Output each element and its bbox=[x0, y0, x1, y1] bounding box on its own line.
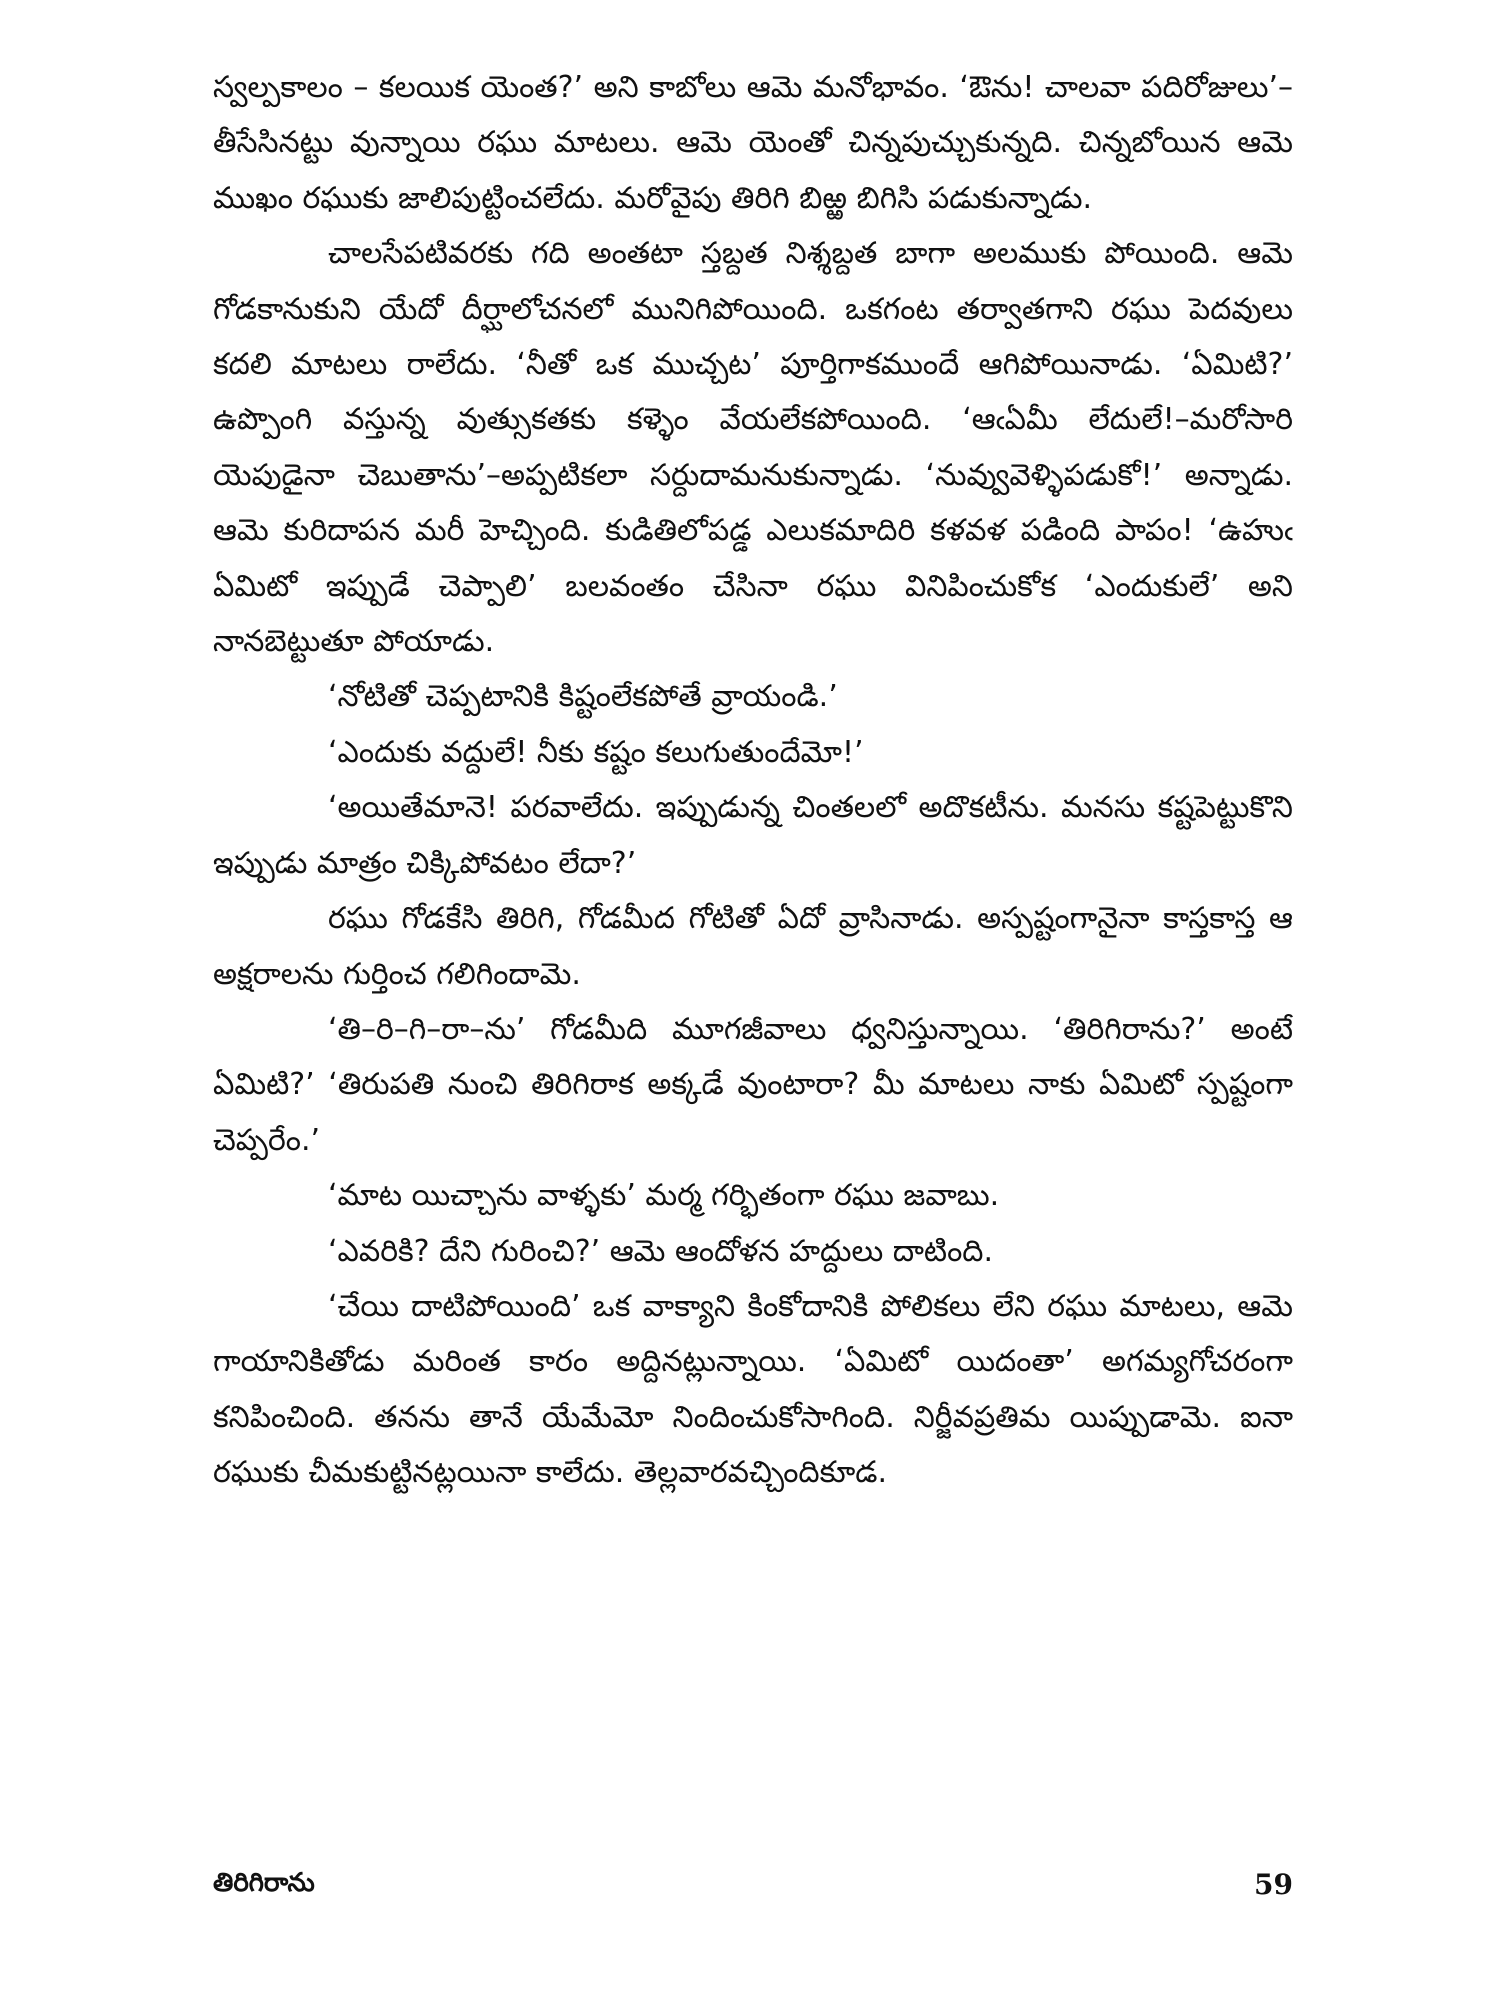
page-footer bbox=[213, 1868, 1293, 1918]
body-text bbox=[213, 60, 1293, 1501]
paragraph-1: స్వల్పకాలం – కలయిక యెంత?’ అని కాబోలు ఆమె మనోభావం. ‘ఔను! చాలవా పదిరోజులు’–తీసేసినట్టు వున్నాయి రఘు మాటలు. ఆమె యెంతో చిన్నపుచ్చుకున్నది. చిన్నబోయిన ఆమె ముఖం రఘుకు జాలిపుట్టించలేదు. మరోవైపు తిరిగి బిఱ్ఱ బిగిసి పడుకున్నాడు. bbox=[213, 70, 1293, 216]
paragraph-7: ‘తి–రి–గి–రా–ను’ గోడమీది మూగజీవాలు ధ్వనిస్తున్నాయి. ‘తిరిగిరాను?’ అంటే ఏమిటి?’ ‘తిరుపతి నుంచి తిరిగిరాక అక్కడే వుంటారా? మీ మాటలు నాకు ఏమిటో స్పష్టంగా చెప్పరేం.’ bbox=[213, 1011, 1293, 1158]
paragraph-9: ‘ఎవరికి? దేని గురించి?’ ఆమె ఆందోళన హద్దులు దాటింది. bbox=[328, 1233, 994, 1269]
paragraph-10: ‘చేయి దాటిపోయింది’ ఒక వాక్యాని కింకోదానికి పోలికలు లేని రఘు మాటలు, ఆమె గాయానికితోడు మరింత కారం అద్దినట్లున్నాయి. ‘ఏమిటో యిదంతా’ అగమ్యగోచరంగా కనిపించింది. తనను తానే యేమేమో నిందించుకోసాగింది. నిర్జీవప్రతిమ యిప్పుడామె. ఐనా రఘుకు చీమకుట్టినట్లయినా కాలేదు. తెల్లవారవచ్చిందికూడ. bbox=[213, 1288, 1293, 1491]
book-page bbox=[213, 60, 1293, 1920]
running-title: తిరిగిరాను bbox=[213, 1868, 315, 1898]
paragraph-5: ‘అయితేమానె! పరవాలేదు. ఇప్పుడున్న చింతలలో అదొకటీను. మనసు కష్టపెట్టుకొని ఇప్పుడు మాత్రం చిక్కిపోవటం లేదా?’ bbox=[213, 790, 1293, 881]
paragraph-3: ‘నోటితో చెప్పటానికి కిష్టంలేకపోతే వ్రాయండి.’ bbox=[328, 679, 838, 715]
paragraph-4: ‘ఎందుకు వద్దులే! నీకు కష్టం కలుగుతుందేమో!’ bbox=[328, 734, 864, 770]
paragraph-2: చాలసేపటివరకు గది అంతటా స్తబ్దత నిశ్శబ్దత బాగా అలముకు పోయింది. ఆమె గోడకానుకుని యేదో దీర్ఘాలోచనలో మునిగిపోయింది. ఒకగంట తర్వాతగాని రఘు పెదవులు కదలి మాటలు రాలేదు. ‘నీతో ఒక ముచ్చట’ పూర్తిగాకముందే ఆగిపోయినాడు. ‘ఏమిటి?’ ఉప్పొంగి వస్తున్న వుత్సుకతకు కళ్ళెం వేయలేకపోయింది. ‘ఆఁఏమీ లేదులే!–మరోసారి యెపుడైనా చెబుతాను’–అప్పటికలా సర్దుదామనుకున్నాడు. ‘నువ్వువెళ్ళిపడుకో!’ అన్నాడు. ఆమె కురిదాపన మరీ హెచ్చింది. కుడితిలోపడ్డ ఎలుకమాదిరి కళవళ పడింది పాపం! ‘ఉహుఁ ఏమిటో ఇప్పుడే చెప్పాలి’ బలవంతం చేసినా రఘు వినిపించుకోక ‘ఎందుకులే’ అని నానబెట్టుతూ పోయాడు. bbox=[213, 236, 1293, 660]
paragraph-8: ‘మాట యిచ్చాను వాళ్ళకు’ మర్మ గర్భితంగా రఘు జవాబు. bbox=[328, 1178, 1000, 1214]
paragraph-6: రఘు గోడకేసి తిరిగి, గోడమీద గోటితో ఏదో వ్రాసినాడు. అస్పష్టంగానైనా కాస్తకాస్త ఆ అక్షరాలను గుర్తించ గలిగిందామె. bbox=[213, 901, 1293, 992]
page-number: 59 bbox=[1254, 1868, 1293, 1901]
